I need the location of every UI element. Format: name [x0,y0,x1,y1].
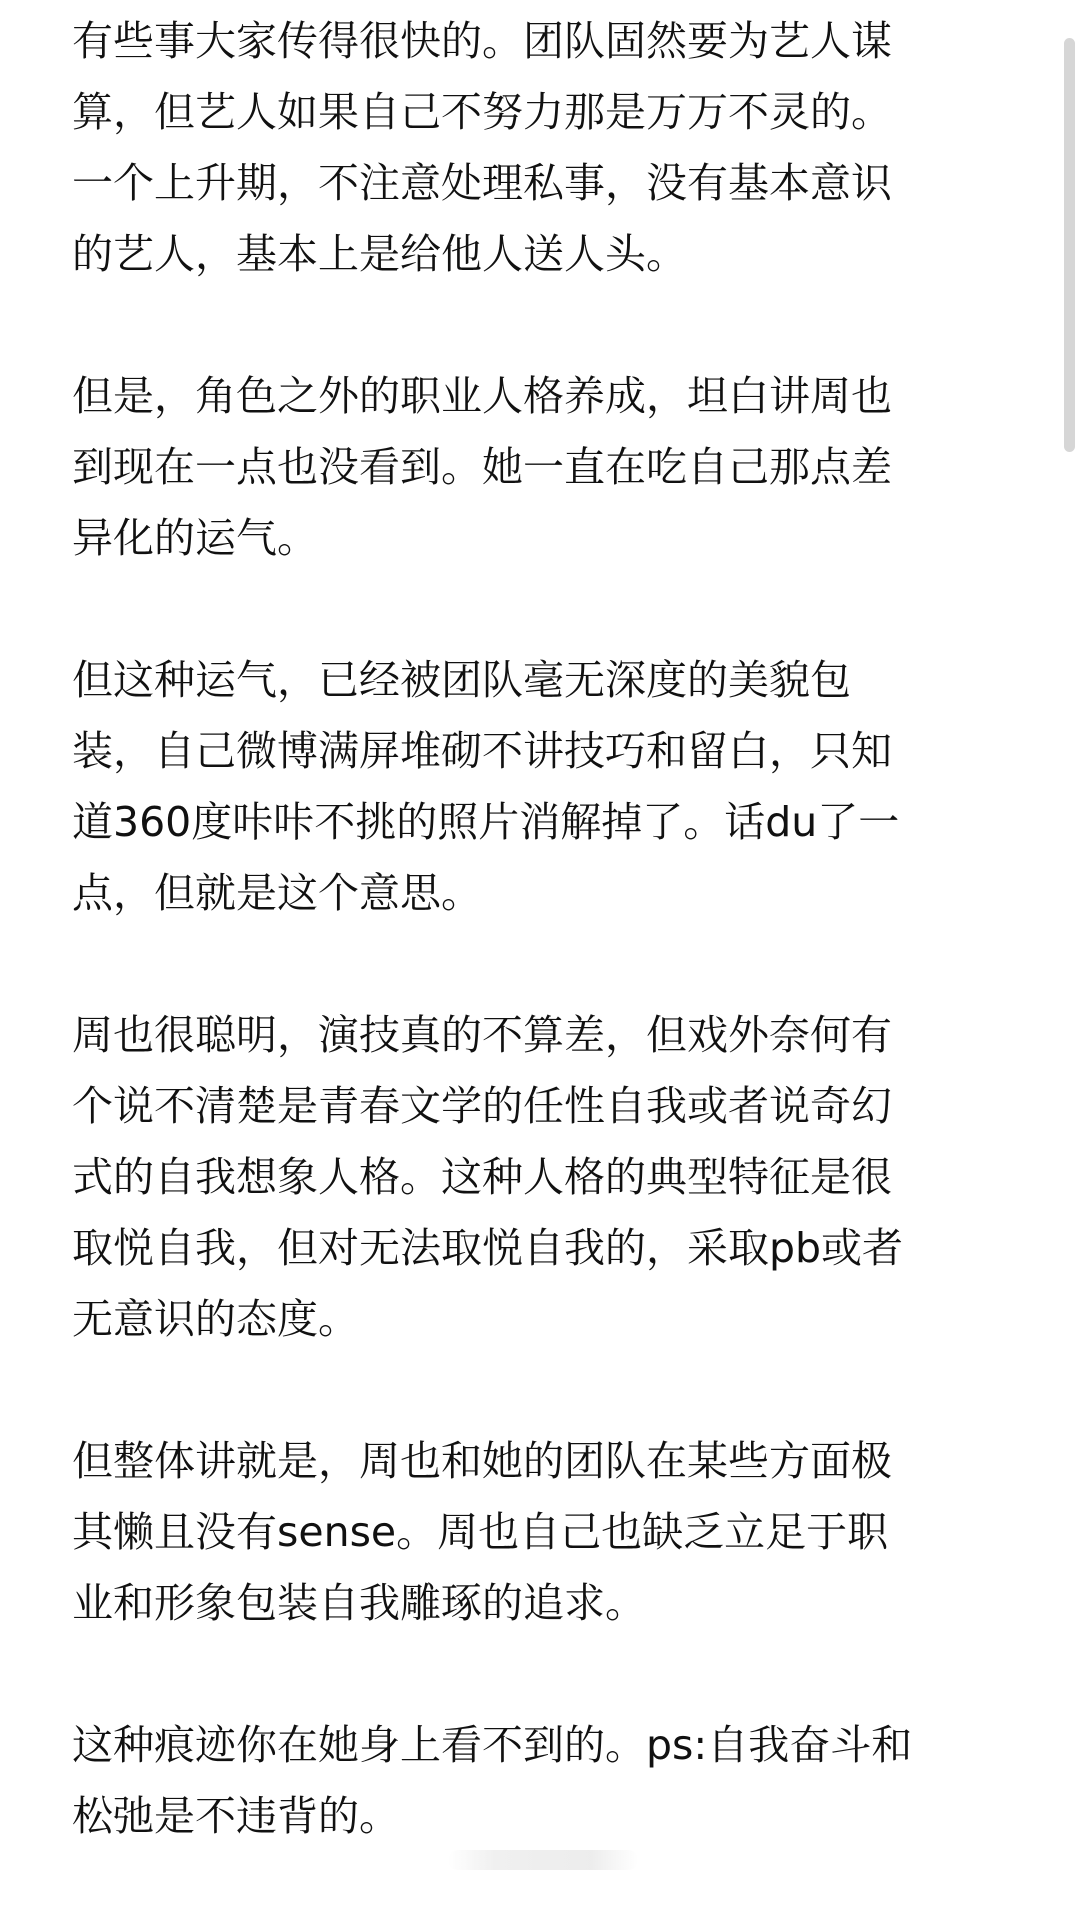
text-line: 式的自我想象人格。这种人格的典型特征是很 [72,1153,892,1201]
text-line: 个说不清楚是青春文学的任性自我或者说奇幻 [72,1082,892,1130]
watermark-logo [448,1850,638,1870]
text-line: 但整体讲就是，周也和她的团队在某些方面极 [72,1437,892,1485]
text-line: 松弛是不违背的。 [72,1792,400,1840]
text-line: 取悦自我，但对无法取悦自我的，采取pb或者 [72,1224,904,1272]
text-line: 一个上升期，不注意处理私事，没有基本意识 [72,159,892,207]
paragraph-2 [72,361,1012,574]
text-line: 但是，角色之外的职业人格养成，坦白讲周也 [72,372,892,420]
text-line: 周也很聪明，演技真的不算差，但戏外奈何有 [72,1011,892,1059]
text-line: 到现在一点也没看到。她一直在吃自己那点差 [72,443,892,491]
text-line: 异化的运气。 [72,514,318,562]
paragraph-4 [72,1000,1012,1355]
paragraph-1 [72,6,1012,290]
text-line: 有些事大家传得很快的。团队固然要为艺人谋 [72,17,892,65]
article-body [72,6,1012,1923]
text-line: 其懒且没有sense。周也自己也缺乏立足于职 [72,1508,889,1556]
scrollbar-thumb[interactable] [1064,38,1075,452]
text-line: 业和形象包装自我雕琢的追求。 [72,1579,646,1627]
text-line: 算，但艺人如果自己不努力那是万万不灵的。 [72,88,892,136]
paragraph-6 [72,1710,1012,1852]
text-line: 这种痕迹你在她身上看不到的。ps:自我奋斗和 [72,1721,913,1769]
scrollbar[interactable] [1056,0,1080,1873]
paragraph-3 [72,645,1012,929]
text-line: 点，但就是这个意思。 [72,869,482,917]
text-line: 的艺人，基本上是给他人送人头。 [72,230,687,278]
text-line: 无意识的态度。 [72,1295,359,1343]
text-line: 道360度咔咔不挑的照片消解掉了。话du了一 [72,798,900,846]
text-line: 装，自己微博满屏堆砌不讲技巧和留白，只知 [72,727,892,775]
text-line: 但这种运气，已经被团队毫无深度的美貌包 [72,656,851,704]
paragraph-5 [72,1426,1012,1639]
